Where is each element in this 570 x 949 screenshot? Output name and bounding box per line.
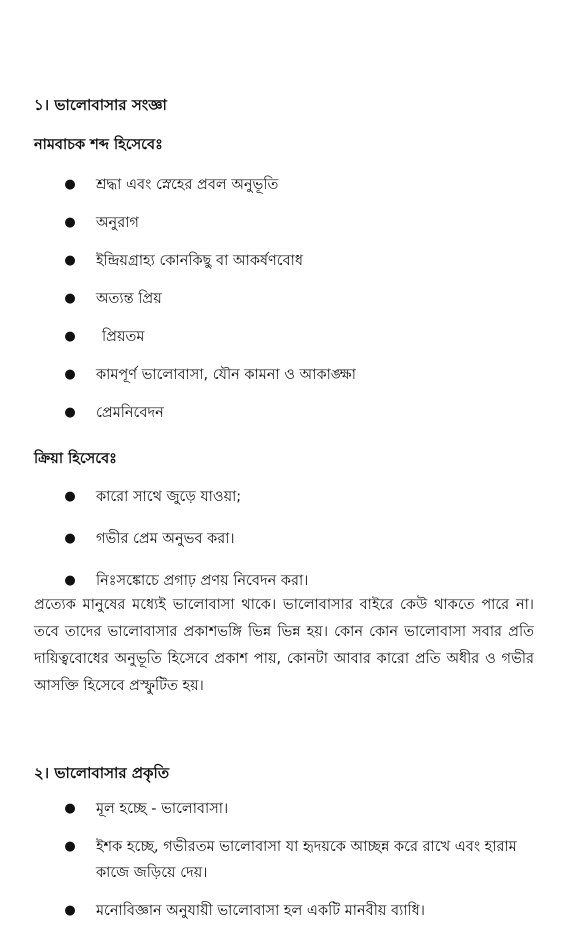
list-item: ● কারো সাথে জুড়ে যাওয়া; (62, 484, 308, 510)
list-item: ● শ্রদ্ধা এবং স্নেহের প্রবল অনুভূতি (62, 172, 356, 198)
list-item: ● মনোবিজ্ঞান অনুযায়ী ভালোবাসা হল একটি মানবীয় ব্যাধি। (62, 898, 526, 924)
list-item: ● প্রিয়তম (62, 324, 356, 350)
section-1-heading: ১। ভালোবাসার সংজ্ঞা (34, 96, 167, 114)
bullet-icon: ● (64, 253, 76, 268)
bullet-icon: ● (64, 903, 76, 918)
nature-list (62, 796, 526, 924)
bullet-icon: ● (64, 215, 76, 230)
bullet-icon: ● (64, 531, 76, 546)
bullet-icon: ● (64, 291, 76, 306)
list-item: ● ইশক হচ্ছে, গভীরতম ভালোবাসা যা হৃদয়কে আচ্ছন্ন করে রাখে এবং হারাম কাজে জড়িয়ে দেয়। (62, 834, 526, 886)
verb-list (62, 484, 308, 594)
bullet-icon: ● (64, 489, 76, 504)
bullet-icon: ● (64, 367, 76, 382)
list-item: ● অত্যন্ত প্রিয় (62, 286, 356, 312)
intro-paragraph: প্রত্যেক মানুষের মধ্যেই ভালোবাসা থাকে। ভালোবাসার বাইরে কেউ থাকতে পারে না। তবে তাদের ভালোবাসার প্রকাশভঙ্গি ভিন্ন ভিন্ন হয়। কোন কোন ভালোবাসা সবার প্রতি দায়িত্ববোধের অনুভূতি হিসেবে প্রকাশ পায়, কোনটা আবার কারো প্রতি অধীর ও গভীর আসক্তি হিসেবে প্রস্ফুটিত হয়। (34, 597, 534, 694)
list-item: ● কামপূর্ণ ভালোবাসা, যৌন কামনা ও আকাঙ্ক্ষা (62, 362, 356, 388)
list-item: ● প্রেমনিবেদন (62, 400, 356, 426)
bullet-icon: ● (64, 329, 76, 344)
list-item: ● মূল হচ্ছে - ভালোবাসা। (62, 796, 526, 822)
bullet-icon: ● (64, 573, 76, 588)
bullet-icon: ● (64, 177, 76, 192)
bullet-icon: ● (64, 801, 76, 816)
list-item: ● গভীর প্রেম অনুভব করা। (62, 526, 308, 552)
list-item: ● নিঃসঙ্কোচে প্রগাঢ় প্রণয় নিবেদন করা। (62, 568, 308, 594)
section-2-heading: ২। ভালোবাসার প্রকৃতি (34, 764, 170, 782)
bullet-icon: ● (64, 839, 76, 854)
verb-label: ক্রিয়া হিসেবেঃ (34, 451, 117, 467)
noun-label: নামবাচক শব্দ হিসেবেঃ (34, 137, 163, 153)
bullet-icon: ● (64, 405, 76, 420)
list-item: ● অনুরাগ (62, 210, 356, 236)
noun-list (62, 172, 356, 426)
list-item: ● ইন্দ্রিয়গ্রাহ্য কোনকিছু বা আকর্ষণবোধ (62, 248, 356, 274)
